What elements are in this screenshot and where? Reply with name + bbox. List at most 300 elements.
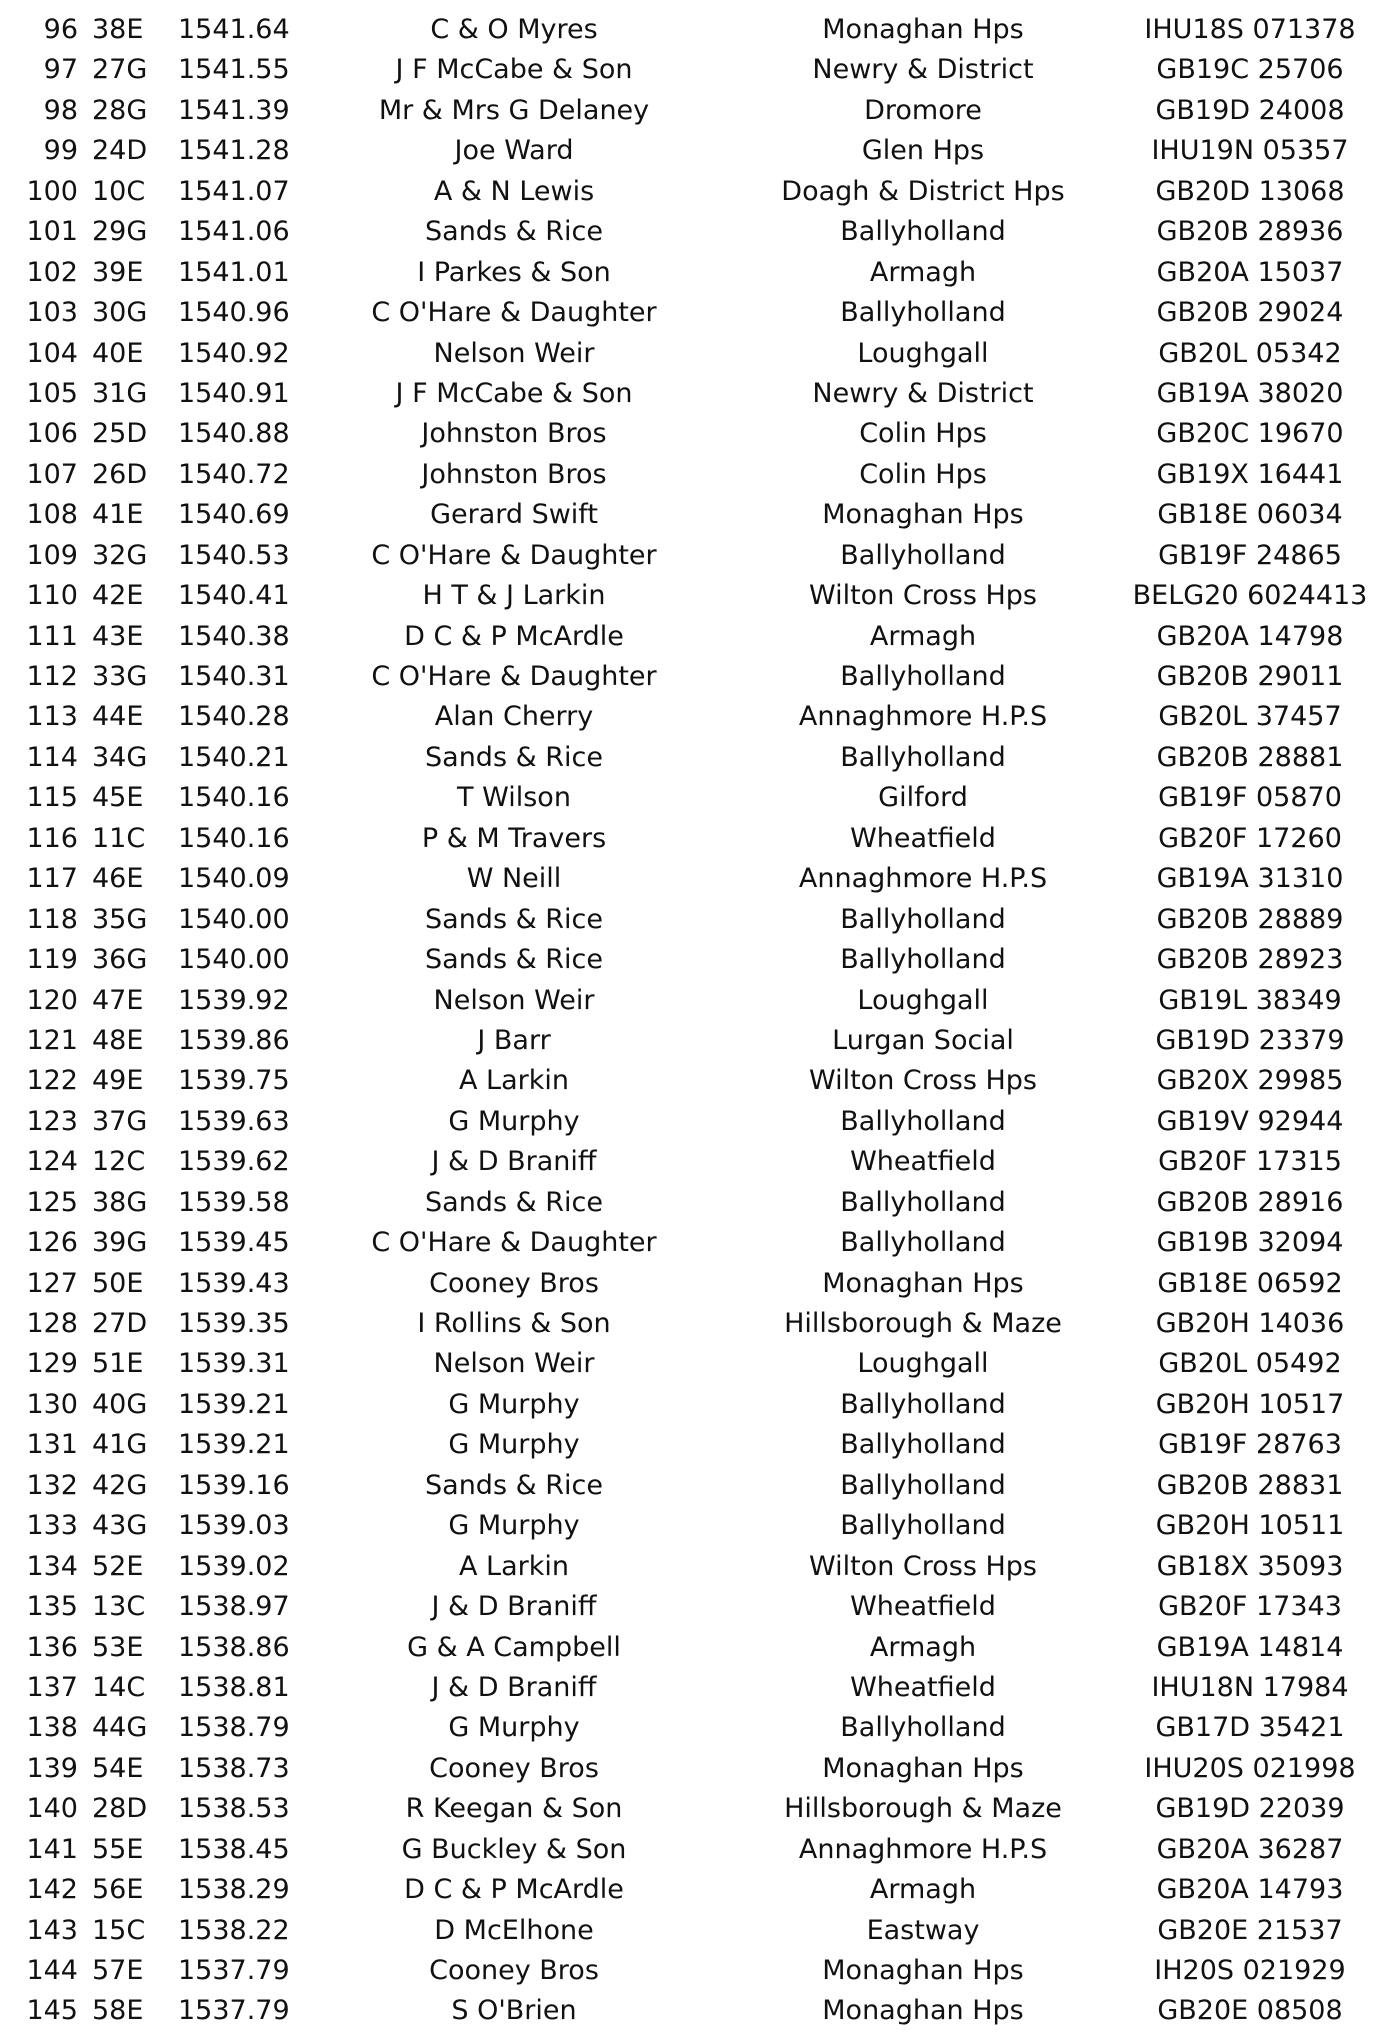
velocity-cell: 1540.88	[178, 418, 290, 450]
velocity-cell: 1539.58	[178, 1186, 290, 1218]
table-row	[0, 1425, 1373, 1465]
table-row	[0, 1708, 1373, 1748]
velocity-cell: 1540.00	[178, 903, 290, 935]
section-code-cell: 46E	[92, 863, 144, 895]
position-cell: 114	[26, 741, 78, 773]
section-code-cell: 24D	[92, 135, 148, 167]
member-name-cell: Cooney Bros	[429, 1267, 599, 1299]
section-code-cell: 41G	[92, 1429, 148, 1461]
table-row	[0, 495, 1373, 535]
section-code-cell: 40G	[92, 1388, 148, 1420]
table-row	[0, 900, 1373, 940]
member-name-cell: G Murphy	[448, 1388, 580, 1420]
member-name-cell: G Murphy	[448, 1105, 580, 1137]
section-code-cell: 58E	[92, 1995, 144, 2027]
ring-number-cell: GB20A 14793	[1156, 1874, 1344, 1906]
position-cell: 117	[26, 863, 78, 895]
club-cell: Loughgall	[857, 984, 989, 1016]
section-code-cell: 42E	[92, 580, 144, 612]
velocity-cell: 1538.45	[178, 1833, 290, 1865]
table-row	[0, 1142, 1373, 1182]
section-code-cell: 44G	[92, 1712, 148, 1744]
member-name-cell: Sands & Rice	[425, 1186, 603, 1218]
club-cell: Ballyholland	[840, 297, 1006, 329]
table-row	[0, 1304, 1373, 1344]
member-name-cell: C O'Hare & Daughter	[371, 661, 657, 692]
velocity-cell: 1538.73	[178, 1752, 290, 1784]
member-name-cell: Nelson Weir	[433, 337, 595, 369]
ring-number-cell: GB20F 17343	[1158, 1591, 1342, 1623]
ring-number-cell: GB20B 29011	[1156, 661, 1344, 692]
section-code-cell: 25D	[92, 418, 148, 450]
velocity-cell: 1539.21	[178, 1388, 290, 1420]
ring-number-cell: GB20H 10511	[1155, 1510, 1345, 1542]
section-code-cell: 50E	[92, 1267, 144, 1299]
member-name-cell: Sands & Rice	[425, 216, 603, 248]
velocity-cell: 1539.21	[178, 1429, 290, 1461]
position-cell: 137	[26, 1671, 78, 1703]
ring-number-cell: GB20B 29024	[1156, 297, 1344, 329]
ring-number-cell: GB20X 29985	[1156, 1065, 1344, 1097]
table-row	[0, 414, 1373, 454]
club-cell: Monaghan Hps	[822, 499, 1024, 531]
ring-number-cell: GB19D 22039	[1155, 1793, 1345, 1825]
member-name-cell: T Wilson	[457, 782, 571, 814]
section-code-cell: 57E	[92, 1955, 144, 1986]
position-cell: 129	[26, 1348, 78, 1380]
position-cell: 118	[26, 903, 78, 935]
club-cell: Doagh & District Hps	[781, 175, 1065, 207]
ring-number-cell: GB19X 16441	[1156, 458, 1344, 490]
section-code-cell: 11C	[92, 822, 146, 854]
position-cell: 104	[26, 337, 78, 369]
ring-number-cell: GB19A 38020	[1156, 377, 1344, 409]
position-cell: 128	[26, 1308, 78, 1339]
position-cell: 108	[26, 499, 78, 531]
table-row	[0, 819, 1373, 859]
position-cell: 120	[26, 984, 78, 1016]
velocity-cell: 1538.22	[178, 1914, 290, 1946]
member-name-cell: Joe Ward	[454, 135, 574, 167]
velocity-cell: 1539.02	[178, 1550, 290, 1582]
position-cell: 130	[26, 1388, 78, 1420]
table-row	[0, 172, 1373, 212]
section-code-cell: 32G	[92, 539, 148, 571]
results-table	[0, 10, 1373, 2032]
position-cell: 139	[26, 1752, 78, 1784]
velocity-cell: 1540.41	[178, 580, 290, 612]
section-code-cell: 54E	[92, 1752, 144, 1784]
section-code-cell: 43E	[92, 620, 144, 652]
club-cell: Hillsborough & Maze	[784, 1793, 1062, 1825]
table-row	[0, 1385, 1373, 1425]
velocity-cell: 1539.35	[178, 1308, 290, 1339]
member-name-cell: Nelson Weir	[433, 984, 595, 1016]
club-cell: Monaghan Hps	[822, 14, 1024, 45]
club-cell: Armagh	[869, 256, 977, 288]
position-cell: 100	[26, 175, 78, 207]
club-cell: Ballyholland	[840, 661, 1006, 692]
club-cell: Colin Hps	[859, 458, 987, 490]
velocity-cell: 1540.91	[178, 377, 290, 409]
position-cell: 98	[43, 94, 78, 126]
club-cell: Ballyholland	[840, 1469, 1006, 1501]
table-row	[0, 253, 1373, 293]
section-code-cell: 55E	[92, 1833, 144, 1865]
member-name-cell: C O'Hare & Daughter	[371, 539, 657, 571]
ring-number-cell: GB19D 23379	[1155, 1024, 1345, 1056]
section-code-cell: 43G	[92, 1510, 148, 1542]
position-cell: 97	[43, 54, 78, 86]
member-name-cell: P & M Travers	[421, 822, 607, 854]
ring-number-cell: GB19A 31310	[1156, 863, 1344, 895]
position-cell: 122	[26, 1065, 78, 1097]
ring-number-cell: GB18E 06034	[1157, 499, 1343, 531]
club-cell: Armagh	[869, 1874, 977, 1906]
club-cell: Newry & District	[812, 54, 1034, 86]
velocity-cell: 1539.45	[178, 1227, 290, 1259]
velocity-cell: 1540.96	[178, 297, 290, 329]
club-cell: Armagh	[869, 620, 977, 652]
velocity-cell: 1540.38	[178, 620, 290, 652]
member-name-cell: G Buckley & Son	[401, 1833, 627, 1865]
club-cell: Loughgall	[857, 337, 989, 369]
table-row	[0, 859, 1373, 899]
velocity-cell: 1538.79	[178, 1712, 290, 1744]
table-row	[0, 1466, 1373, 1506]
table-row	[0, 1991, 1373, 2031]
member-name-cell: Alan Cherry	[434, 701, 594, 733]
velocity-cell: 1540.53	[178, 539, 290, 571]
table-row	[0, 981, 1373, 1021]
table-row	[0, 1183, 1373, 1223]
ring-number-cell: GB19F 05870	[1158, 782, 1342, 814]
club-cell: Ballyholland	[840, 903, 1006, 935]
member-name-cell: J F McCabe & Son	[395, 377, 633, 409]
section-code-cell: 12C	[92, 1146, 146, 1178]
table-row	[0, 1668, 1373, 1708]
position-cell: 116	[26, 822, 78, 854]
member-name-cell: D C & P McArdle	[404, 620, 624, 652]
position-cell: 99	[43, 135, 78, 167]
club-cell: Ballyholland	[840, 1227, 1006, 1259]
velocity-cell: 1541.39	[178, 94, 290, 126]
velocity-cell: 1540.92	[178, 337, 290, 369]
member-name-cell: G Murphy	[448, 1712, 580, 1744]
position-cell: 142	[26, 1874, 78, 1906]
position-cell: 123	[26, 1105, 78, 1137]
table-row	[0, 1061, 1373, 1101]
position-cell: 109	[26, 539, 78, 571]
member-name-cell: I Rollins & Son	[417, 1308, 611, 1339]
club-cell: Glen Hps	[861, 135, 985, 167]
position-cell: 112	[26, 661, 78, 692]
club-cell: Newry & District	[812, 377, 1034, 409]
velocity-cell: 1538.97	[178, 1591, 290, 1623]
section-code-cell: 42G	[92, 1469, 148, 1501]
velocity-cell: 1540.09	[178, 863, 290, 895]
ring-number-cell: GB20C 19670	[1156, 418, 1344, 450]
section-code-cell: 27G	[92, 54, 148, 86]
velocity-cell: 1538.81	[178, 1671, 290, 1703]
ring-number-cell: GB19B 32094	[1156, 1227, 1344, 1259]
position-cell: 125	[26, 1186, 78, 1218]
velocity-cell: 1538.29	[178, 1874, 290, 1906]
table-row	[0, 1264, 1373, 1304]
club-cell: Wilton Cross Hps	[808, 1065, 1037, 1097]
table-row	[0, 1951, 1373, 1991]
position-cell: 126	[26, 1227, 78, 1259]
position-cell: 106	[26, 418, 78, 450]
table-row	[0, 738, 1373, 778]
section-code-cell: 47E	[92, 984, 144, 1016]
club-cell: Wilton Cross Hps	[808, 1550, 1037, 1582]
table-row	[0, 1749, 1373, 1789]
ring-number-cell: GB18E 06592	[1157, 1267, 1343, 1299]
member-name-cell: J F McCabe & Son	[395, 54, 633, 86]
club-cell: Ballyholland	[840, 944, 1006, 976]
velocity-cell: 1540.16	[178, 822, 290, 854]
club-cell: Annaghmore H.P.S	[798, 863, 1048, 895]
club-cell: Loughgall	[857, 1348, 989, 1380]
table-row	[0, 1223, 1373, 1263]
member-name-cell: C & O Myres	[430, 14, 598, 45]
velocity-cell: 1537.79	[178, 1995, 290, 2027]
ring-number-cell: GB19F 24865	[1158, 539, 1342, 571]
member-name-cell: J & D Braniff	[431, 1146, 597, 1178]
table-row	[0, 1344, 1373, 1384]
velocity-cell: 1541.28	[178, 135, 290, 167]
position-cell: 103	[26, 297, 78, 329]
table-row	[0, 536, 1373, 576]
position-cell: 102	[26, 256, 78, 288]
club-cell: Gilford	[878, 782, 968, 814]
section-code-cell: 15C	[92, 1914, 146, 1946]
velocity-cell: 1540.00	[178, 944, 290, 976]
velocity-cell: 1540.72	[178, 458, 290, 490]
ring-number-cell: GB20B 28923	[1156, 944, 1344, 976]
member-name-cell: Gerard Swift	[430, 499, 598, 531]
table-row	[0, 617, 1373, 657]
ring-number-cell: GB19V 92944	[1156, 1105, 1344, 1137]
club-cell: Armagh	[869, 1631, 977, 1663]
velocity-cell: 1541.55	[178, 54, 290, 86]
section-code-cell: 30G	[92, 297, 148, 329]
position-cell: 135	[26, 1591, 78, 1623]
member-name-cell: Mr & Mrs G Delaney	[378, 94, 650, 126]
section-code-cell: 36G	[92, 944, 148, 976]
position-cell: 111	[26, 620, 78, 652]
club-cell: Monaghan Hps	[822, 1995, 1024, 2027]
member-name-cell: G & A Campbell	[407, 1631, 621, 1663]
club-cell: Dromore	[864, 94, 982, 126]
position-cell: 140	[26, 1793, 78, 1825]
club-cell: Ballyholland	[840, 1388, 1006, 1420]
ring-number-cell: GB20B 28831	[1156, 1469, 1344, 1501]
club-cell: Wheatfield	[850, 1146, 996, 1178]
section-code-cell: 33G	[92, 661, 148, 692]
velocity-cell: 1540.16	[178, 782, 290, 814]
velocity-cell: 1541.06	[178, 216, 290, 248]
table-row	[0, 91, 1373, 131]
ring-number-cell: GB20E 21537	[1157, 1914, 1343, 1946]
section-code-cell: 10C	[92, 175, 146, 207]
ring-number-cell: BELG20 6024413	[1132, 580, 1368, 612]
ring-number-cell: GB20E 08508	[1157, 1995, 1343, 2027]
ring-number-cell: GB20H 14036	[1155, 1308, 1345, 1339]
position-cell: 131	[26, 1429, 78, 1461]
section-code-cell: 45E	[92, 782, 144, 814]
section-code-cell: 39G	[92, 1227, 148, 1259]
table-row	[0, 697, 1373, 737]
table-row	[0, 1911, 1373, 1951]
ring-number-cell: IHU18N 17984	[1151, 1671, 1349, 1703]
club-cell: Ballyholland	[840, 539, 1006, 571]
position-cell: 124	[26, 1146, 78, 1178]
club-cell: Annaghmore H.P.S	[798, 701, 1048, 733]
table-row	[0, 1789, 1373, 1829]
velocity-cell: 1541.64	[178, 14, 290, 45]
member-name-cell: Sands & Rice	[425, 741, 603, 773]
member-name-cell: D C & P McArdle	[404, 1874, 624, 1906]
ring-number-cell: GB20A 14798	[1156, 620, 1344, 652]
position-cell: 113	[26, 701, 78, 733]
member-name-cell: Sands & Rice	[425, 903, 603, 935]
table-row	[0, 1870, 1373, 1910]
section-code-cell: 39E	[92, 256, 144, 288]
ring-number-cell: IHU18S 071378	[1144, 14, 1356, 45]
member-name-cell: A Larkin	[459, 1550, 569, 1582]
velocity-cell: 1541.01	[178, 256, 290, 288]
section-code-cell: 28D	[92, 1793, 148, 1825]
velocity-cell: 1540.31	[178, 661, 290, 692]
table-row	[0, 131, 1373, 171]
ring-number-cell: GB19A 14814	[1156, 1631, 1344, 1663]
table-row	[0, 1587, 1373, 1627]
ring-number-cell: GB20A 36287	[1156, 1833, 1344, 1865]
velocity-cell: 1541.07	[178, 175, 290, 207]
member-name-cell: Sands & Rice	[425, 1469, 603, 1501]
member-name-cell: Cooney Bros	[429, 1955, 599, 1986]
club-cell: Wheatfield	[850, 1671, 996, 1703]
club-cell: Ballyholland	[840, 1186, 1006, 1218]
member-name-cell: J & D Braniff	[431, 1591, 597, 1623]
velocity-cell: 1539.63	[178, 1105, 290, 1137]
table-row	[0, 1102, 1373, 1142]
member-name-cell: Sands & Rice	[425, 944, 603, 976]
table-row	[0, 293, 1373, 333]
member-name-cell: D McElhone	[434, 1914, 594, 1946]
velocity-cell: 1539.03	[178, 1510, 290, 1542]
ring-number-cell: GB20A 15037	[1156, 256, 1344, 288]
velocity-cell: 1539.92	[178, 984, 290, 1016]
ring-number-cell: GB20L 05492	[1158, 1348, 1342, 1380]
section-code-cell: 26D	[92, 458, 148, 490]
velocity-cell: 1539.75	[178, 1065, 290, 1097]
member-name-cell: G Murphy	[448, 1510, 580, 1542]
table-row	[0, 374, 1373, 414]
section-code-cell: 51E	[92, 1348, 144, 1380]
position-cell: 107	[26, 458, 78, 490]
section-code-cell: 28G	[92, 94, 148, 126]
member-name-cell: R Keegan & Son	[405, 1793, 623, 1825]
table-row	[0, 1830, 1373, 1870]
section-code-cell: 29G	[92, 216, 148, 248]
section-code-cell: 38E	[92, 14, 144, 45]
club-cell: Ballyholland	[840, 1105, 1006, 1137]
member-name-cell: W Neill	[466, 863, 562, 895]
ring-number-cell: GB20B 28936	[1156, 216, 1344, 248]
position-cell: 134	[26, 1550, 78, 1582]
ring-number-cell: GB19C 25706	[1156, 54, 1344, 86]
member-name-cell: G Murphy	[448, 1429, 580, 1461]
position-cell: 105	[26, 377, 78, 409]
table-row	[0, 576, 1373, 616]
table-row	[0, 334, 1373, 374]
velocity-cell: 1537.79	[178, 1955, 290, 1986]
club-cell: Wheatfield	[850, 1591, 996, 1623]
section-code-cell: 35G	[92, 903, 148, 935]
ring-number-cell: GB20D 13068	[1155, 175, 1345, 207]
section-code-cell: 37G	[92, 1105, 148, 1137]
table-row	[0, 1547, 1373, 1587]
section-code-cell: 40E	[92, 337, 144, 369]
section-code-cell: 38G	[92, 1186, 148, 1218]
ring-number-cell: GB20F 17315	[1158, 1146, 1342, 1178]
ring-number-cell: GB20L 37457	[1158, 701, 1342, 733]
member-name-cell: A & N Lewis	[433, 175, 595, 207]
velocity-cell: 1539.16	[178, 1469, 290, 1501]
member-name-cell: J Barr	[477, 1024, 551, 1056]
club-cell: Eastway	[866, 1914, 980, 1946]
club-cell: Annaghmore H.P.S	[798, 1833, 1048, 1865]
member-name-cell: S O'Brien	[451, 1995, 577, 2027]
velocity-cell: 1539.86	[178, 1024, 290, 1056]
position-cell: 110	[26, 580, 78, 612]
position-cell: 145	[26, 1995, 78, 2027]
table-row	[0, 1628, 1373, 1668]
position-cell: 127	[26, 1267, 78, 1299]
member-name-cell: Johnston Bros	[421, 458, 607, 490]
ring-number-cell: IHU19N 05357	[1151, 135, 1349, 167]
table-row	[0, 1506, 1373, 1546]
section-code-cell: 56E	[92, 1874, 144, 1906]
club-cell: Colin Hps	[859, 418, 987, 450]
ring-number-cell: IH20S 021929	[1154, 1955, 1346, 1986]
section-code-cell: 53E	[92, 1631, 144, 1663]
member-name-cell: Nelson Weir	[433, 1348, 595, 1380]
club-cell: Ballyholland	[840, 1510, 1006, 1542]
club-cell: Ballyholland	[840, 741, 1006, 773]
table-row	[0, 455, 1373, 495]
ring-number-cell: GB20B 28881	[1156, 741, 1344, 773]
velocity-cell: 1538.86	[178, 1631, 290, 1663]
position-cell: 141	[26, 1833, 78, 1865]
club-cell: Monaghan Hps	[822, 1955, 1024, 1986]
position-cell: 115	[26, 782, 78, 814]
position-cell: 101	[26, 216, 78, 248]
position-cell: 133	[26, 1510, 78, 1542]
member-name-cell: J & D Braniff	[431, 1671, 597, 1703]
club-cell: Wilton Cross Hps	[808, 580, 1037, 612]
velocity-cell: 1539.62	[178, 1146, 290, 1178]
position-cell: 119	[26, 944, 78, 976]
table-row	[0, 778, 1373, 818]
table-row	[0, 657, 1373, 697]
member-name-cell: H T & J Larkin	[422, 580, 606, 612]
position-cell: 138	[26, 1712, 78, 1744]
ring-number-cell: GB20L 05342	[1158, 337, 1342, 369]
